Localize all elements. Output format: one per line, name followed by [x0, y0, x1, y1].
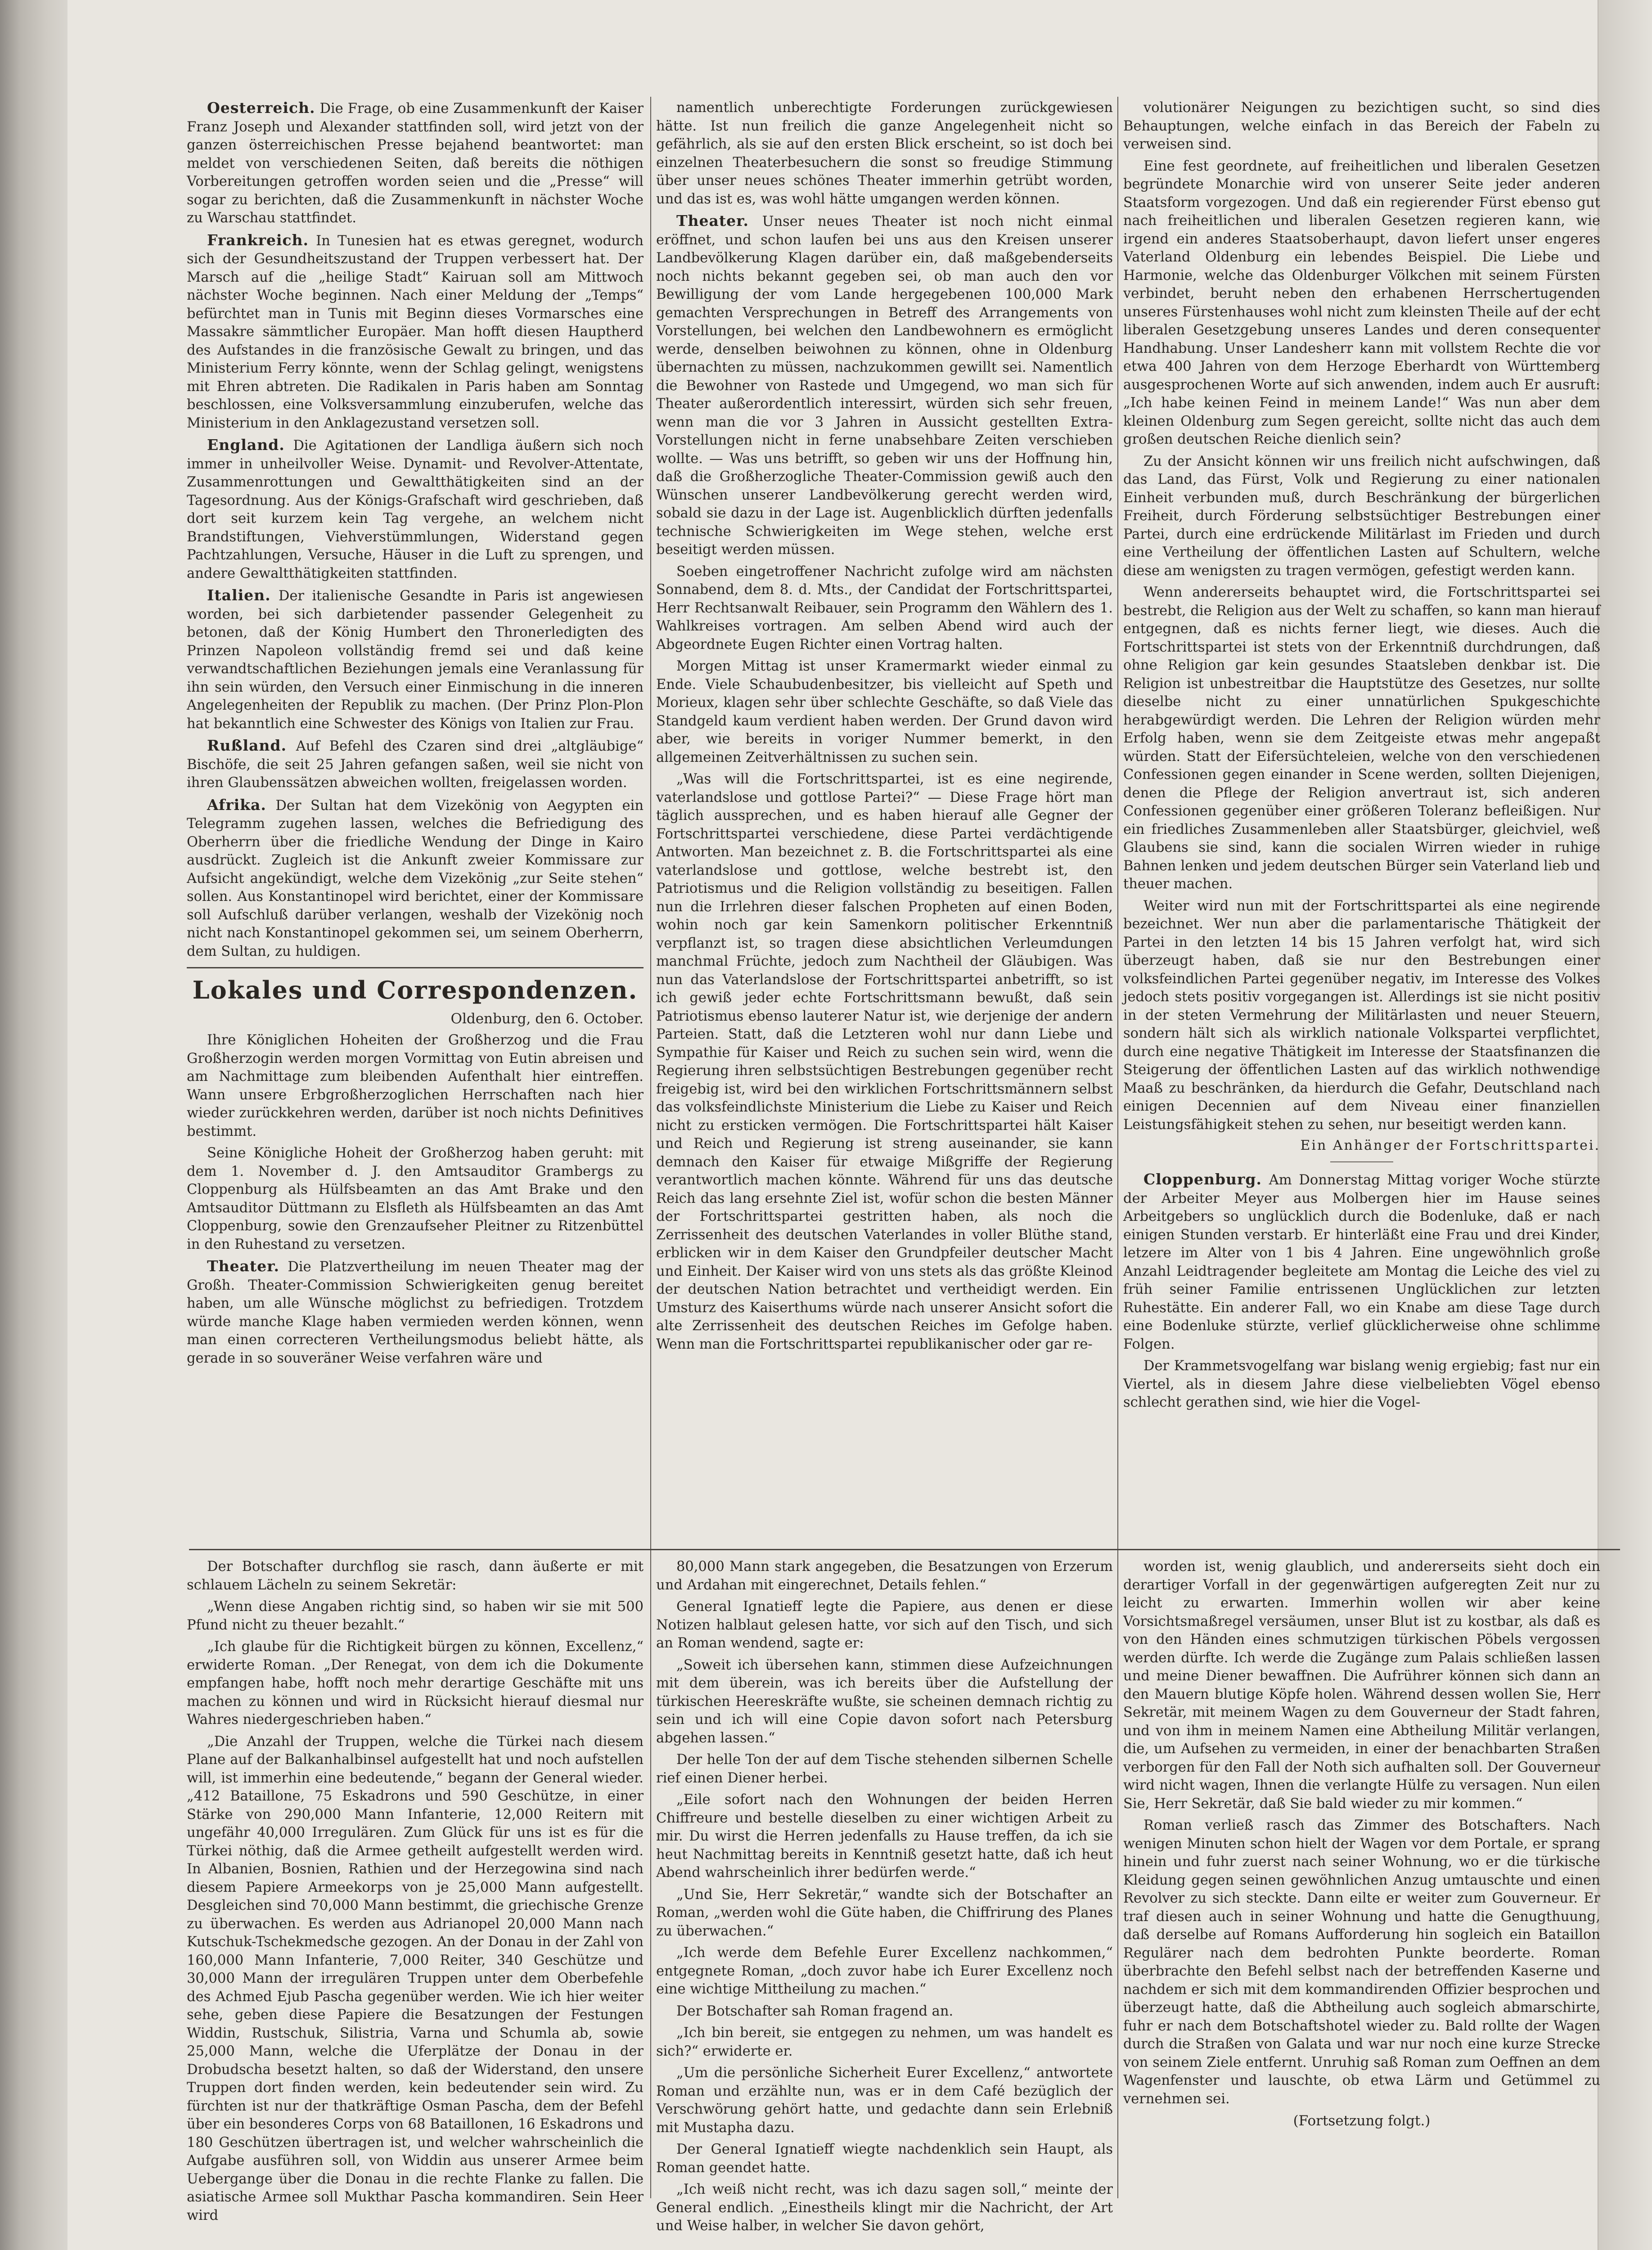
article-heading: Theater. — [676, 212, 749, 230]
article-text: Weiter wird nun mit der Fortschrittspartei als eine negirende bezeichnet. Wer nun aber die parlamentarische Thätigkeit der Partei in den letzten 14 bis 15 Jahren verfolgt hat, wird sich überzeugt haben, daß sie nur den Bestrebungen einer volksfeindlichen Partei gegenüber negativ, im Interesse des Volkes jedoch stets positiv vorgegangen ist. Allerdings ist sie nicht positiv in der steten Vermehrung der Militärlasten und neuer Steuern, sondern hält sich als wirklich nationale Volkspartei verpflichtet, durch eine negative Thätigkeit im Interesse der Staatsfinanzen die Steigerung der öffentlichen Lasten auf das wirklich nothwendige Maaß zu beschränken, da hierdurch die Gefahr, Deutschland nach einigen Decennien auf dem Niveau einer finanziellen Leistungsfähigkeit stehen zu sehen, nur beseitigt werden kann. — [1123, 898, 1600, 1133]
article-paragraph — [1123, 158, 1600, 449]
article-text: Zu der Ansicht können wir uns freilich nicht aufschwingen, daß das Land, das Fürst, Volk und Regierung zu einer nationalen Einheit verbunden muß, durch Beschränkung der bürgerlichen Freiheit, durch Förderung selbstsüchtiger Bestrebungen einer Partei, durch eine erdrückende Militärlast im Frieden und durch eine Vertheilung der öffentlichen Lasten auf Schultern, welche diese am wenigsten zu tragen vermögen, gefestigt werden kann. — [1123, 453, 1600, 579]
article-text: Auf Befehl des Czaren sind drei „altgläubige“ Bischöfe, die seit 25 Jahren gefangen saßen, weil sie nicht von ihren Glaubenssätzen abweichen wollten, freigelassen worden. — [187, 738, 644, 791]
article-heading: Theater. — [207, 1257, 280, 1275]
article-paragraph — [656, 770, 1113, 1354]
article-text: „Was will die Fortschrittspartei, ist es eine negirende, vaterlandslose und gottlose Partei?“ — Diese Frage hört man täglich aussprechen, und es haben hierauf alle Gegner der Fortschrittspartei verschiedene, diese Partei verdächtigende Antworten. Man bezeichnet z. B. die Fortschrittspartei als eine vaterlandslose und gottlose, welche bestrebt ist, den Patriotismus und die Religion vollständig zu beseitigen. Fallen nun die Irrlehren dieser falschen Propheten auf einen Boden, wohin noch gar kein Samenkorn politischer Erkenntniß verpflanzt ist, so tragen diese absichtlichen Verleumdungen manchmal Früchte, jedoch zum Nachtheil der Gläubigen. Was nun das Vaterlandslose der Fortschrittspartei anbetrifft, so ist ich gewiß jeder echte Fortschrittsmann bewußt, daß sein Patriotismus ebenso lauterer Natur ist, wie derjenige der andern Parteien. Statt, daß die Letzteren wohl nur dann Liebe und Sympathie für Kaiser und Reich zu suchen sein wird, wenn die Regierung ihren selbstsüchtigen Bestrebungen gegenüber recht freigebig ist, wird bei den wirklichen Fortschrittsmännern selbst das volksfeindlichste Ministerium die Liebe zu Kaiser und Reich nicht zu ersticken vermögen. Die Fortschrittspartei hält Kaiser und Reich und Regierung ist streng auseinander, sie kann demnach den Kaiser für etwaige Mißgriffe der Regierung verantwortlich machen könnte. Während für uns das deutsche Reich das lang ersehnte Ziel ist, wofür schon die besten Männer der Fortschrittspartei gestritten haben, als noch die Zerrissenheit des deutschen Vaterlandes in voller Blüthe stand, erblicken wir in dem Kaiser den Grundpfeiler deutscher Macht und Einheit. Der Kaiser wird von uns stets als das größte Kleinod der deutschen Nation betrachtet und vertheidigt werden. Ein Umsturz des Kaiserthums würde nach unserer Ansicht sofort die alte Zerrissenheit des deutschen Reiches im Gefolge haben. Wenn man die Fortschrittspartei republikanischer oder gar re- — [656, 771, 1113, 1352]
feuilleton-column-3 — [1123, 1558, 1600, 2197]
story-paragraph: „Ich weiß nicht recht, was ich dazu sagen soll,“ meinte der General endlich. „Einestheils klingt mir die Nachricht, der Art und Weise halber, in welcher Sie davon gehört, — [656, 2182, 1113, 2234]
article-text: Der Sultan hat dem Vizekönig von Aegypten ein Telegramm zugehen lassen, welches die Befriedigung des Oberherrn über die friedliche Wendung der Dinge in Kairo ausdrückt. Zugleich ist die Ankunft zweier Kommissare zur Aufsicht angekündigt, welche dem Vizekönig „zur Seite stehen“ sollen. Aus Konstantinopel wird berichtet, einer der Kommissare soll Aufschluß darüber verlangen, weshalb der Vizekönig noch nicht nach Konstantinopel gekommen sei, um seinem Oberherrn, dem Sultan, zu huldigen. — [187, 797, 644, 959]
article-paragraph — [187, 586, 644, 733]
column-rule — [1117, 97, 1118, 1582]
article-text: Morgen Mittag ist unser Kramermarkt wieder einmal zu Ende. Viele Schaubudenbesitzer, bis vielleicht auf Speth und Morieux, klagen sehr über schlechte Geschäfte, so daß Viele das Standgeld kaum verdient haben werden. Der Grund davon wird aber, wie bereits in voriger Nummer bemerkt, in den allgemeinen Zeitverhältnissen zu suchen sein. — [656, 658, 1113, 765]
story-paragraph: Roman verließ rasch das Zimmer des Botschafters. Nach wenigen Minuten schon hielt der Wagen vor dem Portale, er sprang hinein und fuhr zuerst nach seiner Wohnung, wo er die türkische Kleidung gegen seinen gewöhnlichen Anzug umtauschte und einen Revolver zu sich steckte. Dann eilte er weiter zum Gouverneur. Er traf diesen auch in seiner Wohnung und hatte die Genugthuung, daß derselbe auf Romans Aufforderung hin sogleich ein Bataillon Regulärer nach dem bedrohten Punkte beorderte. Roman überbrachte den Befehl selbst nach der betreffenden Kaserne und nachdem er sich mit dem kommandirenden Offizier besprochen und überzeugt hatte, daß die Abtheilung auch sogleich abmarschirte, fuhr er nach dem Botschaftshotel wieder zu. Bald rollte der Wagen durch die Straßen von Galata und war nur noch eine kurze Strecke von seinem Ziele entfernt. Unruhig saß Roman zum Oeffnen an dem Wagenfenster und lauschte, ob etwa Lärm und Getümmel zu vernehmen sei. — [1123, 1818, 1600, 2107]
article-text: In Tunesien hat es etwas geregnet, wodurch sich der Gesundheitszustand der Truppen verbessert hat. Der Marsch auf die „heilige Stadt“ Kairuan soll am Mittwoch nächster Woche beginnen. Nach einer Meldung der „Temps“ befürchtet man in Tunis mit Beginn dieses Vormarsches eine Massakre sämmtlicher Europäer. Man hofft diesen Hauptherd des Aufstandes in die französische Gewalt zu bringen, und das Ministerium Ferry könnte, wenn der Schlag gelingt, wenigstens mit Ehren abtreten. Die Radikalen in Paris haben am Sonntag beschlossen, eine Volksversammlung einzuberufen, welche das Ministerium in den Anklagezustand versetzen soll. — [187, 233, 644, 431]
article-text: Eine fest geordnete, auf freiheitlichen und liberalen Gesetzen begründete Monarchie wird von unserer Seite jeder anderen Staatsform vorgezogen. Und daß ein regierender Fürst ebenso gut nach freiheitlichen und liberalen Gesetzen regieren kann, wie irgend ein anderes Staatsoberhaupt, davon liefert unser engeres Vaterland Oldenburg ein lebendes Beispiel. Die Liebe und Harmonie, welche das Oldenburger Völkchen mit seinem Fürsten verbindet, beruht neben den erhabenen Herrschertugenden unseres Fürstenhauses wohl nicht zum kleinsten Theile auf der echt liberalen Gesetzgebung unseres Landes und deren consequenter Handhabung. Unser Landesherr kann mit vollstem Rechte die vor etwa 400 Jahren von dem Herzoge Eberhardt von Württemberg ausgesprochenen Worte auf sich anwenden, indem auch Er ausruft: „Ich habe keinen Feind in meinem Lande!“ Was nun aber dem kleinen Oldenburg zum Segen gereicht, sollte nicht das auch dem großen deutschen Reiche dienlich sein? — [1123, 158, 1600, 447]
article-text: Unser neues Theater ist noch nicht einmal eröffnet, und schon laufen bei uns aus den Kreisen unserer Landbevölkerung Klagen darüber ein, daß maßgebenderseits noch nichts bekannt gegeben sei, ob man auch den vor Bewilligung der vom Lande hergegebenen 100,000 Mark gemachten Versprechungen in Betreff des Arrangements von Vorstellungen, bei welchen den Landbewohnern es ermöglicht werde, denselben beiwohnen zu können, ohne in Oldenburg übernachten zu müssen, nachzukommen gewillt sei. Namentlich die Bewohner von Rastede und Umgegend, wo man sich für Theater außerordentlich interessirt, würden sich sehr freuen, wenn man die vor 3 Jahren in Aussicht gestellten Extra-Vorstellungen nicht in ferne unabsehbare Zeiten verschieben wollte. — Was uns betrifft, so geben wir uns der Hoffnung hin, daß die Großherzogliche Theater-Commission gewiß auch den Wünschen unserer Landbevölkerung gerecht werden wird, sobald sie dazu in der Lage ist. Augenblicklich dürften jedenfalls technische Schwierigkeiten im Wege stehen, welche erst beseitigt werden müssen. — [656, 214, 1113, 558]
article-text: Der italienische Gesandte in Paris ist angewiesen worden, bei sich darbietender passender Gelegenheit zu betonen, daß der König Humbert den Thronerledigten des Prinzen Napoleon vollständig fremd sei und daß keine verwandtschaftlichen Beziehungen jemals eine Veranlassung für ihn sein würden, den Versuch einer Einmischung in die inneren Angelegenheiten der Republik zu machen. (Der Prinz Plon-Plon hat bekanntlich eine Schwester des Königs von Italien zur Frau. — [187, 588, 644, 732]
story-paragraph: 80,000 Mann stark angegeben, die Besatzungen von Erzerum und Ardahan mit eingerechnet, Details fehlen.“ — [656, 1559, 1113, 1593]
article-text: Der Krammetsvogelfang war bislang wenig ergiebig; fast nur ein Viertel, als in diesem Jahre diese vielbeliebten Vögel ebenso schlecht gerathen sind, wie hier die Vogel- — [1123, 1358, 1600, 1410]
article-paragraph — [187, 796, 644, 961]
article-text: Ihre Königlichen Hoheiten der Großherzog und die Frau Großherzogin werden morgen Vormittag von Eutin abreisen und am Nachmittage zum bleibenden Aufenthalt hier eintreffen. Wann unsere Erbgroßherzoglichen Herrschaften nach hier wieder zurückkehren werden, darüber ist noch nichts Definitives bestimmt. — [187, 1032, 644, 1139]
article-paragraph — [187, 99, 644, 228]
article-paragraph — [1123, 897, 1600, 1134]
article-paragraph — [656, 657, 1113, 767]
story-paragraph: „Ich glaube für die Richtigkeit bürgen zu können, Excellenz,“ erwiderte Roman. „Der Renegat, von dem ich die Dokumente empfangen habe, hofft noch mehr derartige Geschäfte mit uns machen zu können und wird in Rücksicht hierauf diesmal nur Wahres niedergeschrieben haben.“ — [187, 1639, 644, 1728]
article-text: Die Frage, ob eine Zusammenkunft der Kaiser Franz Joseph und Alexander stattfinden soll, wird jetzt von der ganzen österreichischen Presse bejahend beantwortet: man meldet von verschiedenen Seiten, daß bereits die nöthigen Vorbereitungen getroffen worden seien und die „Presse“ will sogar zu berichten, daß die Zusammenkunft in nächster Woche zu Warschau stattfindet. — [187, 101, 644, 226]
story-paragraph: Der Botschafter sah Roman fragend an. — [676, 2003, 954, 2019]
feuilleton-column-2 — [656, 1558, 1113, 2234]
column-rule — [650, 1555, 651, 2198]
feuilleton-column-1 — [187, 1558, 644, 2223]
article-paragraph — [1123, 584, 1600, 894]
article-heading: Oesterreich. — [207, 99, 315, 117]
article-text: Die Agitationen der Landliga äußern sich noch immer in unheilvoller Weise. Dynamit- und Revolver-Attentate, Zusammenrottungen und Gewaltthätigkeiten sind an der Tagesordnung. Aus der Königs-Grafschaft wird geschrieben, daß dort seit kurzem kein Tag vergehe, an welchem nicht Brandstiftungen, Viehverstümmlungen, Widerstand gegen Pachtzahlungen, Versuche, Häuser in die Luft zu sprengen, und andere Gewaltthätigkeiten stattfinden. — [187, 438, 644, 581]
column-rule — [1117, 1555, 1118, 2198]
scan-binding-edge — [0, 0, 68, 2250]
article-text: namentlich unberechtigte Forderungen zurückgewiesen hätte. Ist nun freilich die ganze Angelegenheit nicht so gefährlich, als sie auf den ersten Blick erscheint, so ist doch bei einzelnen Theaterbesuchern die sonst so freudige Stimmung über unser neues schönes Theater immerhin getrübt worden, und das ist es, was wohl hätte umgangen werden können. — [656, 100, 1113, 207]
article-paragraph — [187, 1144, 644, 1254]
article-paragraph — [656, 99, 1113, 208]
dateline: Oldenburg, den 6. October. — [450, 1011, 644, 1027]
article-text: Wenn andererseits behauptet wird, die Fortschrittspartei sei bestrebt, die Religion aus der Welt zu schaffen, so kann man hierauf entgegnen, daß es nichts ferner liegt, wie dieses. Auch die Fortschrittspartei ist stets von der Erkenntniß durchdrungen, daß ohne Religion gar kein gesundes Staatsleben denkbar ist. Die Religion ist unbestreitbar die Hauptstütze des Gesetzes, nur sollte dieselbe nicht zu einer unnatürlichen Spukgeschichte herabgewürdigt werden. Die Lehren der Religion würden mehr Erfolg haben, wenn sie dem Zeitgeiste etwas mehr angepaßt würden. Statt der Eifersüchteleien, welche von den verschiedenen Confessionen gegen einander in Scene werden, sollten Diejenigen, denen die Pflege der Religion anvertraut ist, sich anderen Confessionen gegenüber einer größeren Toleranz befleißigen. Nur ein friedliches Zusammenleben aller Staatsbürger, gleichviel, weß Glaubens sie sind, kann die socialen Wirren wieder in ruhige Bahnen lenken und jedem deutschen Bürger sein Vaterland lieb und theuer machen. — [1123, 585, 1600, 892]
article-heading: Italien. — [207, 586, 271, 604]
story-paragraph: „Ich werde dem Befehle Eurer Excellenz nachkommen,“ entgegnete Roman, „doch zuvor habe ich Eurer Excellenz noch eine wichtige Mittheilung zu machen.“ — [656, 1945, 1113, 1997]
article-heading: Afrika. — [207, 796, 266, 814]
short-rule — [1330, 1161, 1393, 1162]
story-paragraph: Der helle Ton der auf dem Tische stehenden silbernen Schelle rief einen Diener herbei. — [656, 1752, 1113, 1786]
article-paragraph — [1123, 99, 1600, 154]
story-paragraph: Der General Ignatieff wiegte nachdenklich sein Haupt, als Roman geendet hatte. — [656, 2142, 1113, 2176]
section-title: Lokales und Correspondenzen. — [192, 976, 638, 1004]
article-paragraph — [1123, 1357, 1600, 1412]
scan-right-margin — [1598, 0, 1652, 2250]
article-heading: England. — [207, 436, 285, 454]
story-paragraph: General Ignatieff legte die Papiere, aus denen er diese Notizen halblaut gelesen hatte, vor sich auf den Tisch, und sich an Roman wendend, sagte er: — [656, 1599, 1113, 1651]
story-paragraph: „Wenn diese Angaben richtig sind, so haben wir sie mit 500 Pfund nicht zu theuer bezahlt.“ — [187, 1599, 644, 1633]
article-heading: Cloppenburg. — [1143, 1170, 1262, 1188]
newspaper-page — [68, 0, 1601, 2250]
article-text: Soeben eingetroffener Nachricht zufolge wird am nächsten Sonnabend, dem 8. d. Mts., der Candidat der Fortschrittspartei, Herr Rechtsanwalt Reibauer, sein Programm den Wählern des 1. Wahlkreises vortragen. Am selben Abend wird auch der Abgeordnete Eugen Richter einen Vortrag halten. — [656, 563, 1113, 652]
story-paragraph: Der Botschafter durchflog sie rasch, dann äußerte er mit schlauem Lächeln zu seinem Sekretär: — [187, 1559, 644, 1593]
article-text: Am Donnerstag Mittag voriger Woche stürzte der Arbeiter Meyer aus Molbergen hier im Hause seines Arbeitgebers so unglücklich durch die Bodenluke, daß er nach einigen Stunden verstarb. Er hinterläßt eine Frau und drei Kinder, letzere im Alter von 1 bis 4 Jahren. Eine ungewöhnlich große Anzahl Leidtragender begleitete am Montag die Leiche des viel zu früh seiner Familie entrissenen Unglücklichen zur letzten Ruhestätte. Ein anderer Fall, wo ein Knabe am diese Tage durch eine Bodenluke stürzte, verlief glücklicherweise ohne schlimme Folgen. — [1123, 1172, 1601, 1352]
signature: Ein Anhänger der Fortschrittspartei. — [1300, 1138, 1600, 1153]
article-text: Seine Königliche Hoheit der Großherzog haben geruht: mit dem 1. November d. J. den Amtsauditor Grambergs zu Cloppenburg als Hülfsbeamten an das Amt Brake und den Amtsauditor Düttmann zu Elsfleth als Hülfsbeamten an das Amt Cloppenburg, sowie den Grenzaufseher Pleitner zu Ritzenbüttel in den Ruhestand zu versetzen. — [187, 1145, 644, 1252]
column-3 — [1123, 99, 1600, 1546]
column-1 — [187, 99, 644, 1546]
article-text: volutionärer Neigungen zu bezichtigen sucht, so sind dies Behauptungen, welche einfach in das Bereich der Fabeln zu verweisen sind. — [1123, 100, 1600, 152]
article-text: Die Platzvertheilung im neuen Theater mag der Großh. Theater-Commission Schwierigkeiten genug bereitet haben, um alle Wünsche möglichst zu befriedigen. Trotzdem würde manche Klage haben vermieden werden können, wenn man einen correcteren Vertheilungsmodus beliebt hätte, als gerade in so souveräner Weise verfahren wäre und — [187, 1259, 644, 1366]
article-heading: Rußland. — [207, 737, 287, 754]
continuation-note: (Fortsetzung folgt.) — [1293, 2113, 1431, 2129]
article-heading: Frankreich. — [207, 231, 309, 249]
section-rule — [187, 967, 644, 968]
article-paragraph — [187, 436, 644, 583]
article-paragraph — [187, 231, 644, 433]
column-rule — [650, 97, 651, 1582]
article-paragraph — [656, 563, 1113, 654]
column-2 — [656, 99, 1113, 1546]
story-paragraph: „Soweit ich übersehen kann, stimmen diese Aufzeichnungen mit dem überein, was ich bereits über die Aufstellung der türkischen Heereskräfte wußte, sie scheinen demnach richtig zu sein und ich will eine Copie davon sofort nach Petersburg abgehen lassen.“ — [656, 1657, 1113, 1746]
story-paragraph: worden ist, wenig glaublich, und andererseits sieht doch ein derartiger Vorfall in der gegenwärtigen aufgeregten Zeit nur zu leicht zu erwarten. Immerhin wollen wir aber keine Vorsichtsmaßregel versäumen, unser Blut ist zu kostbar, als daß es von den Händen eines schmutzigen türkischen Pöbels vergossen werden dürfte. Ich werde die Zugänge zum Palais schließen lassen und meine Diener bewaffnen. Die Aufrührer können sich dann an den Mauern blutige Köpfe holen. Während dessen wollen Sie, Herr Sekretär, mit meinem Wagen zu dem Gouverneur der Stadt fahren, und von ihm in meinem Namen eine Abtheilung Militär verlangen, die, um Aufsehen zu vermeiden, in einer der benachbarten Straßen verborgen für den Fall der Noth sich aufhalten soll. Der Gouverneur wird nicht wagen, Ihnen die verlangte Hülfe zu versagen. Nun eilen Sie, Herr Sekretär, daß Sie bald wieder zu mir kommen.“ — [1123, 1559, 1600, 1812]
story-paragraph: „Die Anzahl der Truppen, welche die Türkei nach diesem Plane auf der Balkanhalbinsel aufgestellt hat und noch aufstellen will, ist immerhin eine bedeutende,“ begann der General wieder. „412 Bataillone, 75 Eskadrons und 590 Geschütze, in einer Stärke von 290,000 Mann Infanterie, 12,000 Reitern mit ungefähr 40,000 Irregulären. Zum Glück für uns ist es für die Türkei nöthig, daß die Armee getheilt aufgestellt werden wird. In Albanien, Bosnien, Rathien und der Herzegowina sind nach diesem Papiere Armeekorps von je 25,000 Mann aufgestellt. Desgleichen sind 70,000 Mann bestimmt, die griechische Grenze zu überwachen. Es werden aus Adrianopel 20,000 Mann nach Kutschuk-Tschekmedsche gezogen. An der Donau in der Zahl von 160,000 Mann Infanterie, 7,000 Reiter, 340 Geschütze und 30,000 Mann der irregulären Truppen unter dem Oberbefehle des Achmed Ejub Pascha gegenüber werden. Wie ich hier weiter sehe, geben diese Papiere die Besatzungen der Festungen Widdin, Rustschuk, Silistria, Varna und Schumla ab, sowie 25,000 Mann, welche die Uferplätze der Donau in der Drobudscha besetzt halten, so daß der Widerstand, den unsere Truppen dort finden werden, kein bedeutender sein wird. Zu fürchten ist nur der thatkräftige Osman Pascha, dem der Befehl über ein besonderes Corps von 68 Bataillonen, 16 Eskadrons und 180 Geschützen übertragen ist, und welcher wahrscheinlich die Aufgabe ausführen soll, von Widdin aus unserer Armee beim Uebergange über die Donau in die rechte Flanke zu fallen. Die asiatische Armee soll Mukthar Pascha kommandiren. Sein Heer wird — [187, 1733, 644, 2223]
article-paragraph — [187, 1257, 644, 1368]
story-paragraph: „Und Sie, Herr Sekretär,“ wandte sich der Botschafter an Roman, „werden wohl die Güte haben, die Chiffrirung des Planes zu überwachen.“ — [656, 1886, 1113, 1939]
story-paragraph: „Um die persönliche Sicherheit Eurer Excellenz,“ antwortete Roman und erzählte nun, was er in dem Café bezüglich der Verschwörung gehört hatte, und gedachte dann sein Erlebniß mit Mustapha dazu. — [656, 2065, 1113, 2136]
article-paragraph — [187, 1031, 644, 1141]
article-paragraph — [1123, 453, 1600, 580]
article-paragraph — [187, 737, 644, 792]
story-paragraph: „Ich bin bereit, sie entgegen zu nehmen, um was handelt es sich?“ erwiderte er. — [656, 2025, 1113, 2059]
article-paragraph — [656, 212, 1113, 559]
story-paragraph: „Eile sofort nach den Wohnungen der beiden Herren Chiffreure und bestelle dieselben zu einer wichtigen Arbeit zu mir. Du wirst die Herren jedenfalls zu Hause treffen, da ich sie heut Nachmittag bereits in Kenntniß gesetzt hatte, daß ich heut Abend wahrscheinlich ihrer bedürfen werde.“ — [656, 1792, 1113, 1881]
feuilleton-rule — [189, 1549, 1620, 1550]
article-paragraph — [1123, 1170, 1600, 1354]
